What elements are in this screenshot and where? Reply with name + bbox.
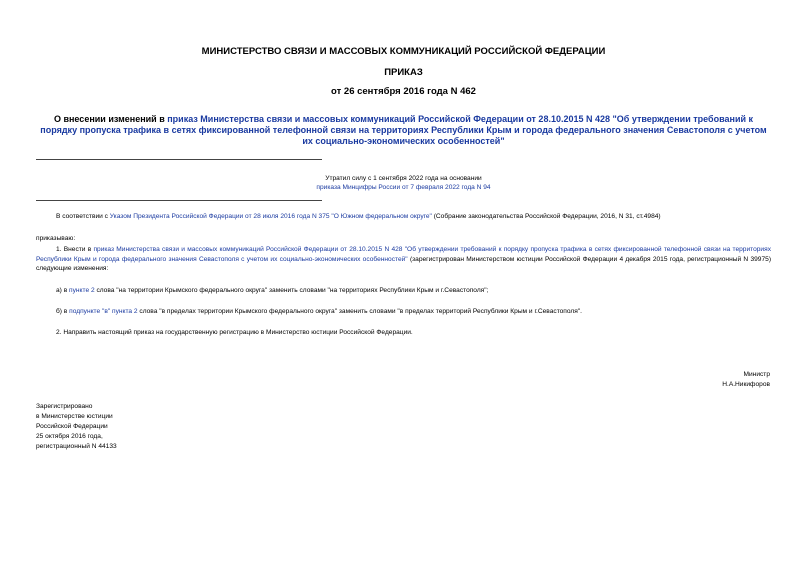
- document-type: ПРИКАЗ: [384, 67, 423, 78]
- document-title: [36, 114, 771, 147]
- preamble-paragraph: [36, 212, 771, 222]
- item-a-link[interactable]: пункте 2: [69, 287, 95, 294]
- ministry-heading: МИНИСТЕРСТВО СВЯЗИ И МАССОВЫХ КОММУНИКАЦИЙ РОССИЙСКОЙ ФЕДЕРАЦИИ: [201, 46, 606, 57]
- divider-top: [36, 159, 322, 160]
- order-word: приказываю:: [36, 235, 76, 242]
- item-2-paragraph: 2. Направить настоящий приказ на государственную регистрацию в Министерство юстиции Российской Федерации.: [56, 329, 413, 336]
- item-b-prefix: б) в: [56, 308, 70, 315]
- validity-notice: [0, 174, 807, 192]
- registration-line-5: регистрационный N 44133: [36, 443, 117, 450]
- title-order-link[interactable]: приказ Министерства связи и массовых коммуникаций Российской Федерации от 28.10.2015 N 428 "Об утверждении требований к порядку пропуска трафика в сетях фиксированной телефонной связи на территориях Республики Крым и города федерального значения Севастополя с учетом их социально-экономических особенностей": [40, 114, 767, 146]
- signature-block: [560, 370, 770, 390]
- signature-position: Министр: [743, 371, 770, 378]
- title-prefix: О внесении изменений в: [53, 114, 168, 124]
- registration-line-1: Зарегистрировано: [36, 403, 93, 410]
- item-b-link[interactable]: подпункте "в" пункта 2: [69, 308, 138, 315]
- item-b-paragraph: [36, 307, 771, 317]
- item-1-paragraph: [36, 245, 771, 274]
- document-date-number: от 26 сентября 2016 года N 462: [331, 86, 476, 97]
- amended-order-link[interactable]: приказ Министерства связи и массовых коммуникаций Российской Федерации от 28.10.2015 N 428 "Об утверждении требований к порядку пропуска трафика в сетях фиксированной телефонной связи на территориях Республики Крым и города федерального значения Севастополя с учетом их социально-экономических особенностей": [36, 246, 771, 263]
- item-a-prefix: а) в: [56, 287, 70, 294]
- validity-notice-text: Утратил силу с 1 сентября 2022 года на основании: [325, 175, 482, 182]
- preamble-suffix: (Собрание законодательства Российской Федерации, 2016, N 31, ст.4984): [431, 213, 661, 220]
- registration-line-4: 25 октября 2016 года,: [36, 433, 103, 440]
- presidential-decree-link[interactable]: Указом Президента Российской Федерации от 28 июля 2016 года N 375 "О Южном федеральном округе": [109, 213, 432, 220]
- item-1-suffix: (зарегистрирован Министерством юстиции Российской Федерации 4 декабря 2015 года, регистрационный N 39975) следующие изменения:: [36, 255, 772, 273]
- item-a-suffix: слова "на территории Крымского федерального округа" заменить словами "на территориях Республики Крым и г.Севастополя";: [94, 287, 489, 294]
- validity-notice-link[interactable]: приказа Минцифры России от 7 февраля 2022 года N 94: [316, 184, 491, 191]
- registration-block: [36, 402, 336, 452]
- item-b-suffix: слова "в пределах территории Крымского федерального округа" заменить словами "в пределах территорий Республики Крым и г.Севастополя".: [137, 308, 582, 315]
- signature-name: Н.А.Никифоров: [722, 381, 770, 388]
- preamble-prefix: В соответствии с: [56, 213, 110, 220]
- item-a-paragraph: [36, 286, 771, 296]
- registration-line-2: в Министерстве юстиции: [36, 413, 113, 420]
- registration-line-3: Российской Федерации: [36, 423, 108, 430]
- divider-bottom: [36, 200, 322, 201]
- item-1-prefix: 1. Внести в: [56, 246, 94, 253]
